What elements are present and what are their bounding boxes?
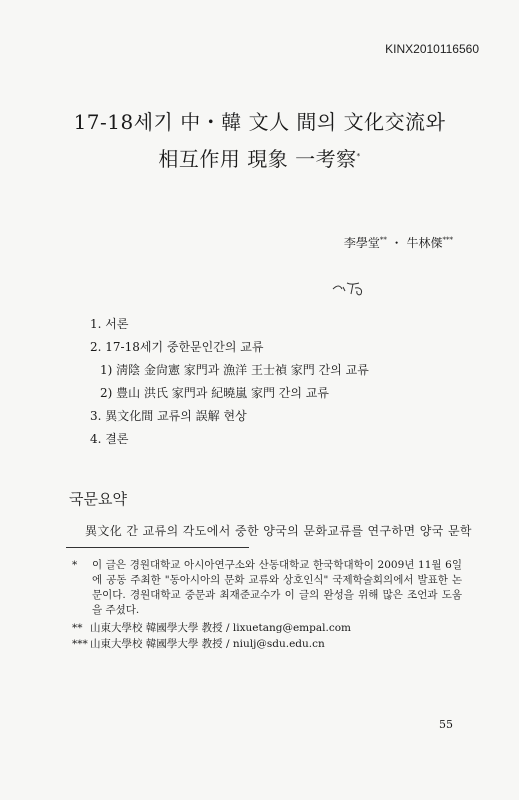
page-number: 55	[439, 718, 453, 731]
footnote-2-text: 山東大學校 韓國學大學 教授 / lixuetang@empal.com	[90, 622, 351, 634]
footnote-1	[72, 558, 462, 618]
title-line-2	[0, 143, 519, 172]
footnote-1-text: 이 글은 경원대학교 아시아연구소와 산동대학교 한국학대학이 2009년 11월 6일에 공동 주최한 "동아시아의 문화 교류와 상호인식" 국제학술회의에서 발표한 논문이다. 경원대학교 중문과 최재준교수가 이 글의 완성을 위해 많은 조언과 도움을 주셨다.	[92, 559, 462, 616]
title-footnote-mark: *	[356, 152, 361, 161]
footnote-3-text: 山東大學校 韓國學大學 教授 / niulj@sdu.edu.cn	[90, 638, 325, 650]
author-1: 李學堂	[343, 236, 380, 250]
footnote-3-mark: ***	[72, 638, 88, 650]
author-separator: ・	[386, 236, 407, 250]
author-2-mark: ***	[442, 236, 453, 244]
abstract-text: 異文化 간 교류의 각도에서 중한 양국의 문화교류를 연구하면 양국 문학	[85, 524, 472, 538]
footnote-1-mark: *	[72, 559, 78, 571]
author-line	[344, 234, 453, 251]
footnote-2-mark: **	[72, 622, 83, 634]
footnote-divider	[66, 547, 249, 548]
toc-item: 4. 결론	[90, 432, 129, 446]
handwritten-signature	[331, 279, 373, 299]
toc-item: 2. 17-18세기 중한문인간의 교류	[90, 340, 264, 354]
footnote-3	[72, 637, 462, 652]
toc-subitem: 2) 豊山 洪氏 家門과 紀曉嵐 家門 간의 교류	[100, 386, 329, 400]
document-code: KINX2010116560	[385, 42, 479, 56]
toc-item: 3. 異文化間 교류의 誤解 현상	[90, 409, 247, 423]
author-1-mark: **	[379, 236, 387, 244]
abstract-heading: 국문요약	[69, 490, 127, 508]
author-2: 牛林傑	[406, 236, 443, 250]
toc-subitem: 1) 淸陰 金尙憲 家門과 漁洋 王士禎 家門 간의 교류	[100, 363, 369, 377]
title-line-2-text: 相互作用 現象 一考察	[158, 147, 357, 171]
toc-item: 1. 서론	[90, 317, 129, 331]
footnote-2	[72, 621, 462, 636]
table-of-contents	[90, 313, 369, 451]
title-line-1: 17-18세기 中・韓 文人 間의 文化交流와	[73, 110, 446, 134]
